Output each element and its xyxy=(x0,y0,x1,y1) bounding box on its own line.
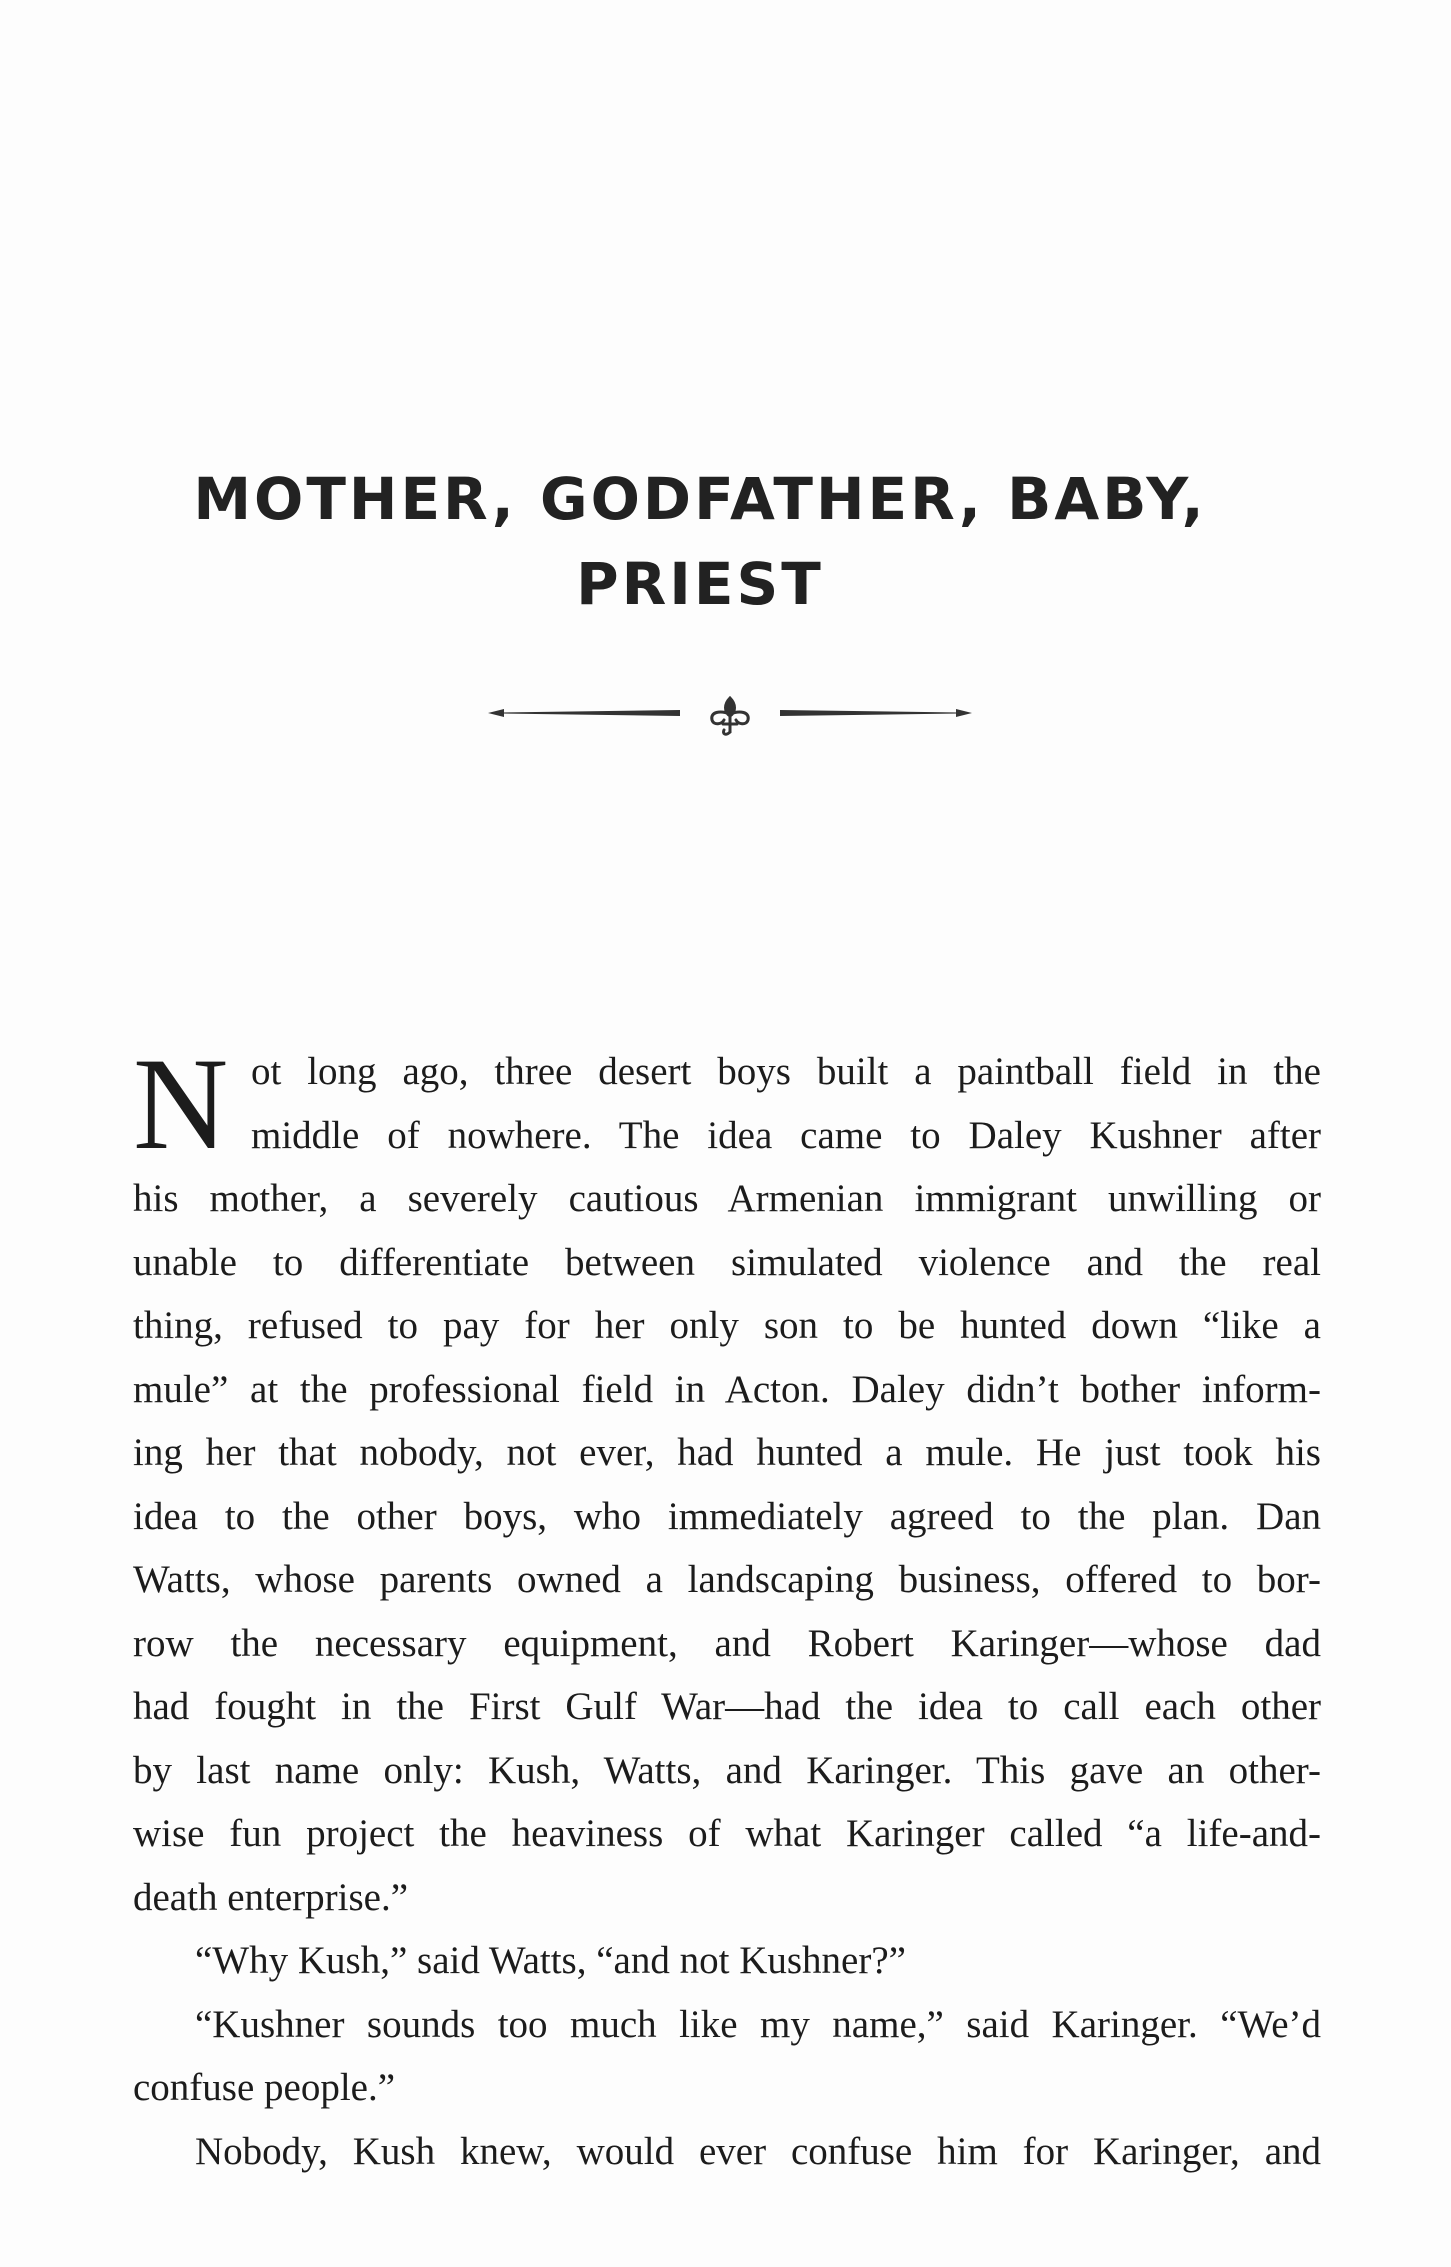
text-line: idea to the other boys, who immediately agreed to the plan. Dan xyxy=(133,1494,1321,1538)
chapter-title-line-2: PRIEST xyxy=(576,550,824,618)
drop-cap: N xyxy=(133,1030,229,1177)
chapter-title-line-1: MOTHER, GODFATHER, BABY, xyxy=(193,465,1207,533)
text-line: had fought in the First Gulf War—had the idea to call each other xyxy=(133,1685,1321,1728)
text-line: ing her that nobody, not ever, had hunted a mule. He just took his xyxy=(133,1431,1321,1474)
text-line: Nobody, Kush knew, would ever confuse him for Karinger, and xyxy=(195,2129,1321,2173)
text-line: “Kushner sounds too much like my name,” said Karinger. “We’d xyxy=(195,2002,1321,2046)
text-line: by last name only: Kush, Watts, and Karinger. This gave an other- xyxy=(133,1748,1321,1792)
fleuron-divider-icon xyxy=(480,690,980,740)
text-line: “Why Kush,” said Watts, “and not Kushner?” xyxy=(195,1939,906,1982)
text-line: confuse people.” xyxy=(133,2066,396,2109)
body-text xyxy=(133,1030,1321,2183)
text-line: wise fun project the heaviness of what Karinger called “a life-and- xyxy=(133,1812,1321,1855)
text-line: thing, refused to pay for her only son to be hunted down “like a xyxy=(133,1304,1321,1347)
text-line: unable to differentiate between simulated violence and the real xyxy=(133,1240,1321,1284)
text-line: middle of nowhere. The idea came to Daley Kushner after xyxy=(251,1113,1321,1157)
text-line: his mother, a severely cautious Armenian immigrant unwilling or xyxy=(133,1177,1321,1220)
text-line: mule” at the professional field in Acton. Daley didn’t bother inform- xyxy=(133,1367,1321,1411)
text-line: Watts, whose parents owned a landscaping business, offered to bor- xyxy=(133,1558,1321,1601)
text-line: death enterprise.” xyxy=(133,1875,409,1919)
text-line: row the necessary equipment, and Robert Karinger—whose dad xyxy=(133,1621,1321,1665)
text-line: ot long ago, three desert boys built a paintball field in the xyxy=(251,1050,1321,1093)
